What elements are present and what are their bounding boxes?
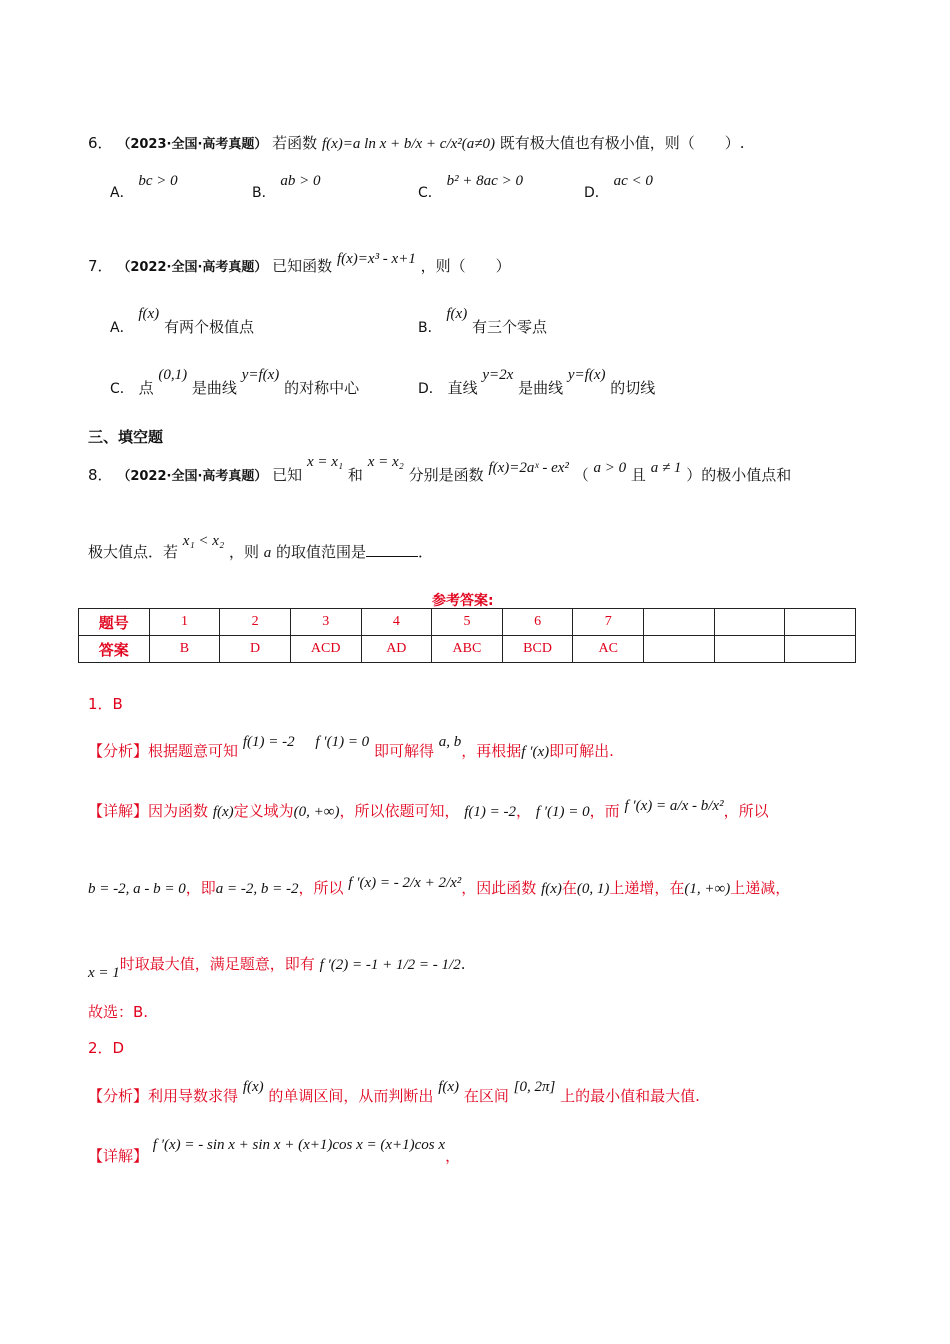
s2-a-m2: f(x) [438, 1079, 460, 1095]
s1-l2-t1: ，即 [185, 879, 216, 897]
q8-source: （2022·全国·高考真题） [117, 469, 268, 484]
s2-a-t3: 在区间 [463, 1087, 509, 1105]
q6-option-a [110, 173, 178, 202]
s2-title: 2．D [88, 1039, 125, 1057]
s1-d-t5: ，而 [589, 802, 620, 820]
q6-text-after: 既有极大值也有极小值，则（ ）. [499, 134, 745, 152]
q8-m4: a > 0 [593, 460, 627, 476]
option-pre: 点 [138, 379, 154, 397]
q6-option-d [584, 173, 653, 202]
answer-label: 答案 [79, 636, 150, 663]
option-label: A． [110, 320, 134, 336]
s1-a-m4: f ′(x) [521, 744, 550, 760]
q7-option-a [110, 306, 254, 337]
option-mid: 是曲线 [518, 379, 564, 397]
header-label: 题号 [79, 609, 150, 636]
s1-l2-m2: a = -2, b = -2 [215, 881, 299, 897]
q8-l2-t2: ，则 [228, 543, 259, 561]
s1-l2-m4: f(x) [541, 881, 562, 897]
q7-number: 7． [88, 257, 113, 275]
question-number [644, 609, 715, 636]
answer-value [644, 636, 715, 663]
q6-source: （2023·全国·高考真题） [117, 137, 268, 152]
s2-a-t1: 利用导数求得 [148, 1087, 239, 1105]
s1-l3-m2: f ′(2) = -1 + 1/2 = - 1/2 [319, 957, 461, 973]
s1-l2-t5: 上递增，在 [609, 879, 685, 897]
s1-a-m2: f ′(1) = 0 [315, 734, 370, 750]
q8-line2 [88, 533, 434, 562]
q7-option-d [418, 367, 656, 398]
option-math: (0,1) [158, 367, 188, 383]
q6-formula: f(x)=a ln x + b/x + c/x²(a≠0) [321, 136, 496, 152]
s1-l3-t2: . [460, 955, 466, 973]
q8-number: 8． [88, 466, 113, 484]
q7-text-before: 已知函数 [272, 257, 333, 275]
q7-text-after: ，则（ ） [420, 257, 511, 275]
question-number: 7 [573, 609, 644, 636]
s2-a-m3: [0, 2π] [513, 1079, 556, 1095]
s1-d-m3: f(1) = -2 [464, 804, 517, 820]
s2-a-t4: 上的最小值和最大值. [560, 1087, 700, 1105]
q8-l2-end: ． [418, 543, 434, 561]
option-text: 的对称中心 [284, 379, 360, 397]
option-math: ac < 0 [613, 173, 653, 189]
q8-t4: （ [573, 466, 589, 484]
detail-tag: 【详解】 [88, 1147, 149, 1165]
s2-a-t2: 的单调区间，从而判断出 [268, 1087, 434, 1105]
s1-l2-t4: 在 [561, 879, 577, 897]
question-number: 6 [502, 609, 573, 636]
option-label: D． [584, 185, 609, 201]
q6-option-c [418, 173, 523, 202]
s1-d-t4: ， [516, 802, 532, 820]
question-number: 4 [361, 609, 432, 636]
answer-key-title: 参考答案: [432, 593, 494, 609]
answer-value: B [149, 636, 220, 663]
question-number [714, 609, 785, 636]
answer-blank[interactable] [366, 542, 418, 557]
q8-line1 [88, 454, 792, 485]
s1-l2-t6: 上递减， [730, 879, 791, 897]
answer-value: D [220, 636, 291, 663]
answer-value: AD [361, 636, 432, 663]
q7-line [88, 251, 511, 276]
s1-conclusion: 故选：B. [88, 1003, 149, 1021]
option-label: B． [252, 185, 276, 201]
question-number [785, 609, 856, 636]
q8-m2: x = x₂ [367, 454, 404, 470]
option-text: 有两个极值点 [163, 318, 254, 336]
analysis-tag: 【分析】 [88, 1087, 149, 1105]
s1-d-m1: f(x) [212, 804, 234, 820]
q7-source: （2022·全国·高考真题） [117, 260, 268, 275]
option-math: f(x) [138, 306, 160, 322]
question-number: 5 [432, 609, 503, 636]
q8-t2: 和 [347, 466, 363, 484]
option-label: C． [418, 185, 442, 201]
answer-value: BCD [502, 636, 573, 663]
option-pre: 直线 [447, 379, 478, 397]
s1-a-t4: 即可解出. [549, 742, 614, 760]
option-text: 有三个零点 [472, 318, 548, 336]
s1-l3-m1: x = 1 [88, 965, 120, 981]
s1-d-t6: ，所以 [723, 802, 769, 820]
s1-d-t2: 定义域为 [233, 802, 294, 820]
s1-d-m2: (0, +∞) [293, 804, 340, 820]
q7-option-b [418, 306, 548, 337]
section-title: 三、填空题 [88, 428, 164, 446]
q8-m5: a ≠ 1 [650, 460, 682, 476]
s1-l2-m6: (1, +∞) [684, 881, 731, 897]
option-label: A． [110, 185, 134, 201]
q6-option-b [252, 173, 321, 202]
s1-l2-m1: b = -2, a - b = 0 [88, 881, 186, 897]
answer-value [714, 636, 785, 663]
s2-d-m1: f ′(x) = - sin x + sin x + (x+1)cos x = (x+1)cos x [152, 1137, 446, 1153]
s1-l2-m5: (0, 1) [576, 881, 610, 897]
option-math2: y=f(x) [241, 367, 280, 383]
s2-detail [88, 1137, 461, 1166]
q6-text-before: 若函数 [272, 134, 318, 152]
option-label: D． [418, 381, 443, 397]
s1-a-t1: 根据题意可知 [148, 742, 239, 760]
s1-detail-line3 [88, 953, 466, 981]
question-number: 3 [290, 609, 361, 636]
option-math: bc > 0 [138, 173, 178, 189]
answer-value: ACD [290, 636, 361, 663]
q7-formula: f(x)=x³ - x+1 [336, 251, 416, 267]
option-label: C． [110, 381, 134, 397]
question-number: 1 [149, 609, 220, 636]
q6-number: 6． [88, 134, 113, 152]
s1-detail-line1 [88, 800, 769, 821]
s1-a-t2: 即可解得 [373, 742, 434, 760]
option-math: ab > 0 [280, 173, 321, 189]
q8-m1: x = x₁ [306, 454, 344, 470]
s1-d-t3: ，所以依题可知， [339, 802, 460, 820]
analysis-tag: 【分析】 [88, 742, 149, 760]
option-math: f(x) [446, 306, 468, 322]
s2-d-t1: ， [445, 1147, 461, 1165]
question-number: 2 [220, 609, 291, 636]
s1-title: 1．B [88, 695, 123, 713]
option-math: y=2x [482, 367, 514, 383]
answer-table [78, 608, 856, 663]
option-label: B． [418, 320, 442, 336]
s1-a-t3: ，再根据 [461, 742, 522, 760]
s1-d-t1: 因为函数 [148, 802, 209, 820]
s1-l2-t2: ，所以 [298, 879, 344, 897]
answer-value: AC [573, 636, 644, 663]
option-text: 的切线 [610, 379, 656, 397]
q8-t1: 已知 [272, 466, 303, 484]
detail-tag: 【详解】 [88, 802, 149, 820]
s1-l2-t3: ，因此函数 [461, 879, 537, 897]
s1-d-m5: f ′(x) = a/x - b/x² [624, 798, 724, 814]
s1-a-m1: f(1) = -2 [242, 734, 295, 750]
s2-a-m1: f(x) [242, 1079, 264, 1095]
q8-t3: 分别是函数 [408, 466, 484, 484]
q8-m3: f(x)=2aˣ - ex² [488, 460, 569, 476]
q8-l2-a: a [263, 545, 272, 561]
q8-l2-t1: 极大值点．若 [88, 543, 179, 561]
option-math: b² + 8ac > 0 [446, 173, 523, 189]
answer-value [785, 636, 856, 663]
option-mid: 是曲线 [191, 379, 237, 397]
s2-analysis [88, 1079, 700, 1106]
answer-value: ABC [432, 636, 503, 663]
s1-analysis [88, 734, 614, 761]
q6-line [88, 132, 745, 153]
table-row [79, 636, 856, 663]
q8-t5: 且 [630, 466, 646, 484]
q8-l2-t3: 的取值范围是 [276, 543, 367, 561]
option-math2: y=f(x) [567, 367, 606, 383]
s1-a-m3: a, b [438, 734, 462, 750]
q8-l2-m1: x₁ < x₂ [182, 533, 225, 549]
s1-d-m4: f ′(1) = 0 [535, 804, 590, 820]
s1-l3-t1: 时取最大值，满足题意，即有 [119, 955, 315, 973]
q7-option-c [110, 367, 360, 398]
q8-t6: ）的极小值点和 [686, 466, 792, 484]
s1-detail-line2 [88, 877, 790, 898]
table-row [79, 609, 856, 636]
s1-l2-m3: f ′(x) = - 2/x + 2/x² [348, 875, 462, 891]
